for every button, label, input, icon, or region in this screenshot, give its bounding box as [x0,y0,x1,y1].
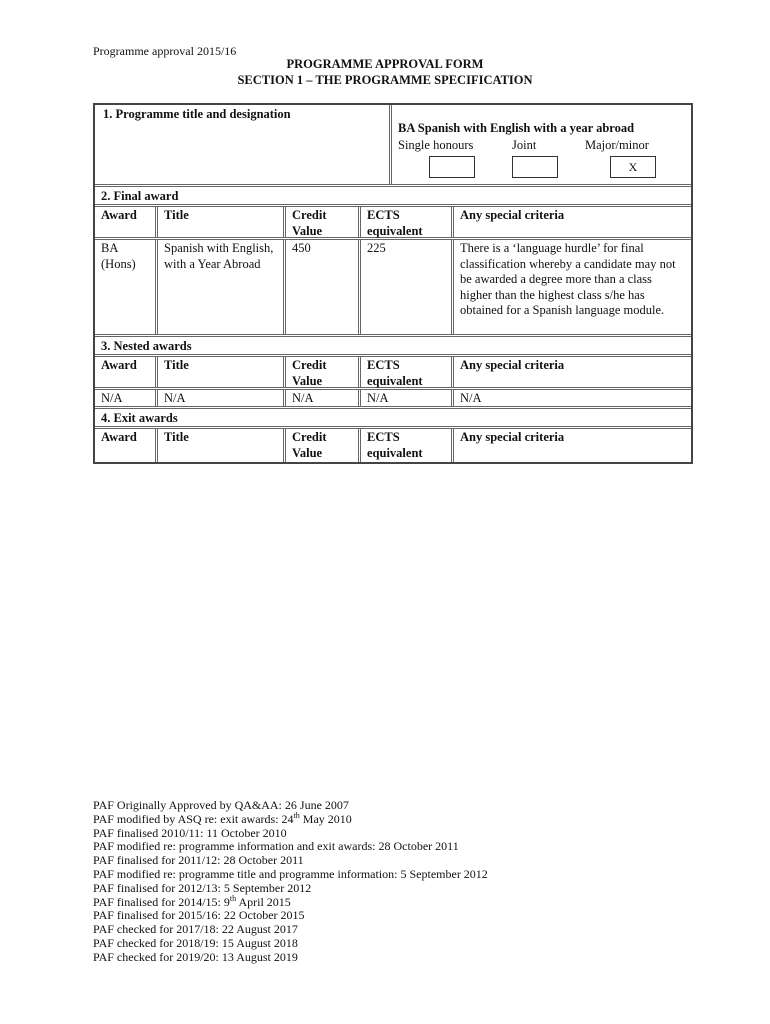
col-title-header: Title [158,429,286,462]
ects-cell: 225 [361,240,454,334]
title-cell: Spanish with English, with a Year Abroad [158,240,286,334]
revision-line: PAF finalised for 2014/15: 9th April 2015 [93,893,291,909]
form-subtitle: SECTION 1 – THE PROGRAMME SPECIFICATION [237,73,533,87]
document-running-header: Programme approval 2015/16 [93,44,237,58]
col-criteria-header: Any special criteria [460,430,565,444]
revision-line: PAF finalised for 2012/13: 5 September 2012 [93,880,312,895]
col-award-header: Award [95,207,158,237]
col-ects-header: ECTS equivalent [361,429,454,462]
col-ects-header: ECTS equivalent [361,357,454,387]
designation-boxes [398,153,685,183]
option-single-honours-label: Single honours [398,137,474,152]
section-4-heading: 4. Exit awards [101,411,178,425]
revision-line: PAF Originally Approved by QA&AA: 26 June 2007 [93,798,349,812]
table-row [95,240,691,337]
award-cell: N/A [95,390,158,406]
title-cell: N/A [158,390,286,406]
section-3-heading: 3. Nested awards [101,339,192,353]
credit-cell: 450 [286,240,361,334]
revision-history [93,799,488,965]
criteria-cell: N/A [460,391,482,405]
revision-line: PAF modified by ASQ re: exit awards: 24th May 2010 [93,810,352,826]
col-title-header: Title [158,207,286,237]
revision-line: PAF finalised for 2011/12: 28 October 2011 [93,853,304,868]
section-1-heading: 1. Programme title and designation [95,105,392,184]
revision-line: PAF modified re: programme information and exit awards: 28 October 2011 [93,839,459,854]
nested-awards-header-row [95,357,691,390]
section-nested-awards-heading-row [95,337,691,357]
col-credit-header: Credit Value [286,357,361,387]
major-minor-checkbox[interactable]: X [610,156,656,178]
col-award-header: Award [95,429,158,462]
section-2-heading: 2. Final award [101,189,179,203]
option-major-minor-label: Major/minor [585,137,649,152]
single-honours-checkbox[interactable] [429,156,475,178]
award-cell: BA (Hons) [95,240,158,334]
revision-line: PAF finalised for 2015/16: 22 October 2015 [93,908,305,923]
criteria-cell: There is a ‘language hurdle’ for final classification whereby a candidate may not be awarded a degree more than a class higher than the highest class s/he has obtained for a Spanish language module. [460,241,676,317]
revision-line: PAF checked for 2017/18: 22 August 2017 [93,922,298,937]
col-ects-header: ECTS equivalent [361,207,454,237]
table-row [95,390,691,409]
revision-line: PAF checked for 2018/19: 15 August 2018 [93,935,298,950]
section-exit-awards-heading-row [95,409,691,429]
ects-cell: N/A [361,390,454,406]
col-credit-header: Credit Value [286,429,361,462]
col-credit-header: Credit Value [286,207,361,237]
revision-line: PAF checked for 2019/20: 13 August 2019 [93,949,298,964]
exit-awards-header-row [95,429,691,462]
final-award-header-row [95,207,691,240]
section-programme-title [95,105,691,187]
degree-title: BA Spanish with English with a year abroad [398,121,635,135]
col-criteria-header: Any special criteria [460,208,565,222]
designation-block [392,105,691,184]
designation-options [398,138,685,154]
revision-line: PAF modified re: programme title and programme information: 5 September 2012 [93,866,488,881]
col-criteria-header: Any special criteria [460,358,565,372]
revision-line: PAF finalised 2010/11: 11 October 2010 [93,825,287,840]
col-award-header: Award [95,357,158,387]
form-title: PROGRAMME APPROVAL FORM [286,57,484,71]
section-final-award-heading-row [95,187,691,207]
credit-cell: N/A [286,390,361,406]
programme-approval-table [93,103,693,464]
joint-checkbox[interactable] [512,156,558,178]
col-title-header: Title [158,357,286,387]
option-joint-label: Joint [512,137,537,152]
